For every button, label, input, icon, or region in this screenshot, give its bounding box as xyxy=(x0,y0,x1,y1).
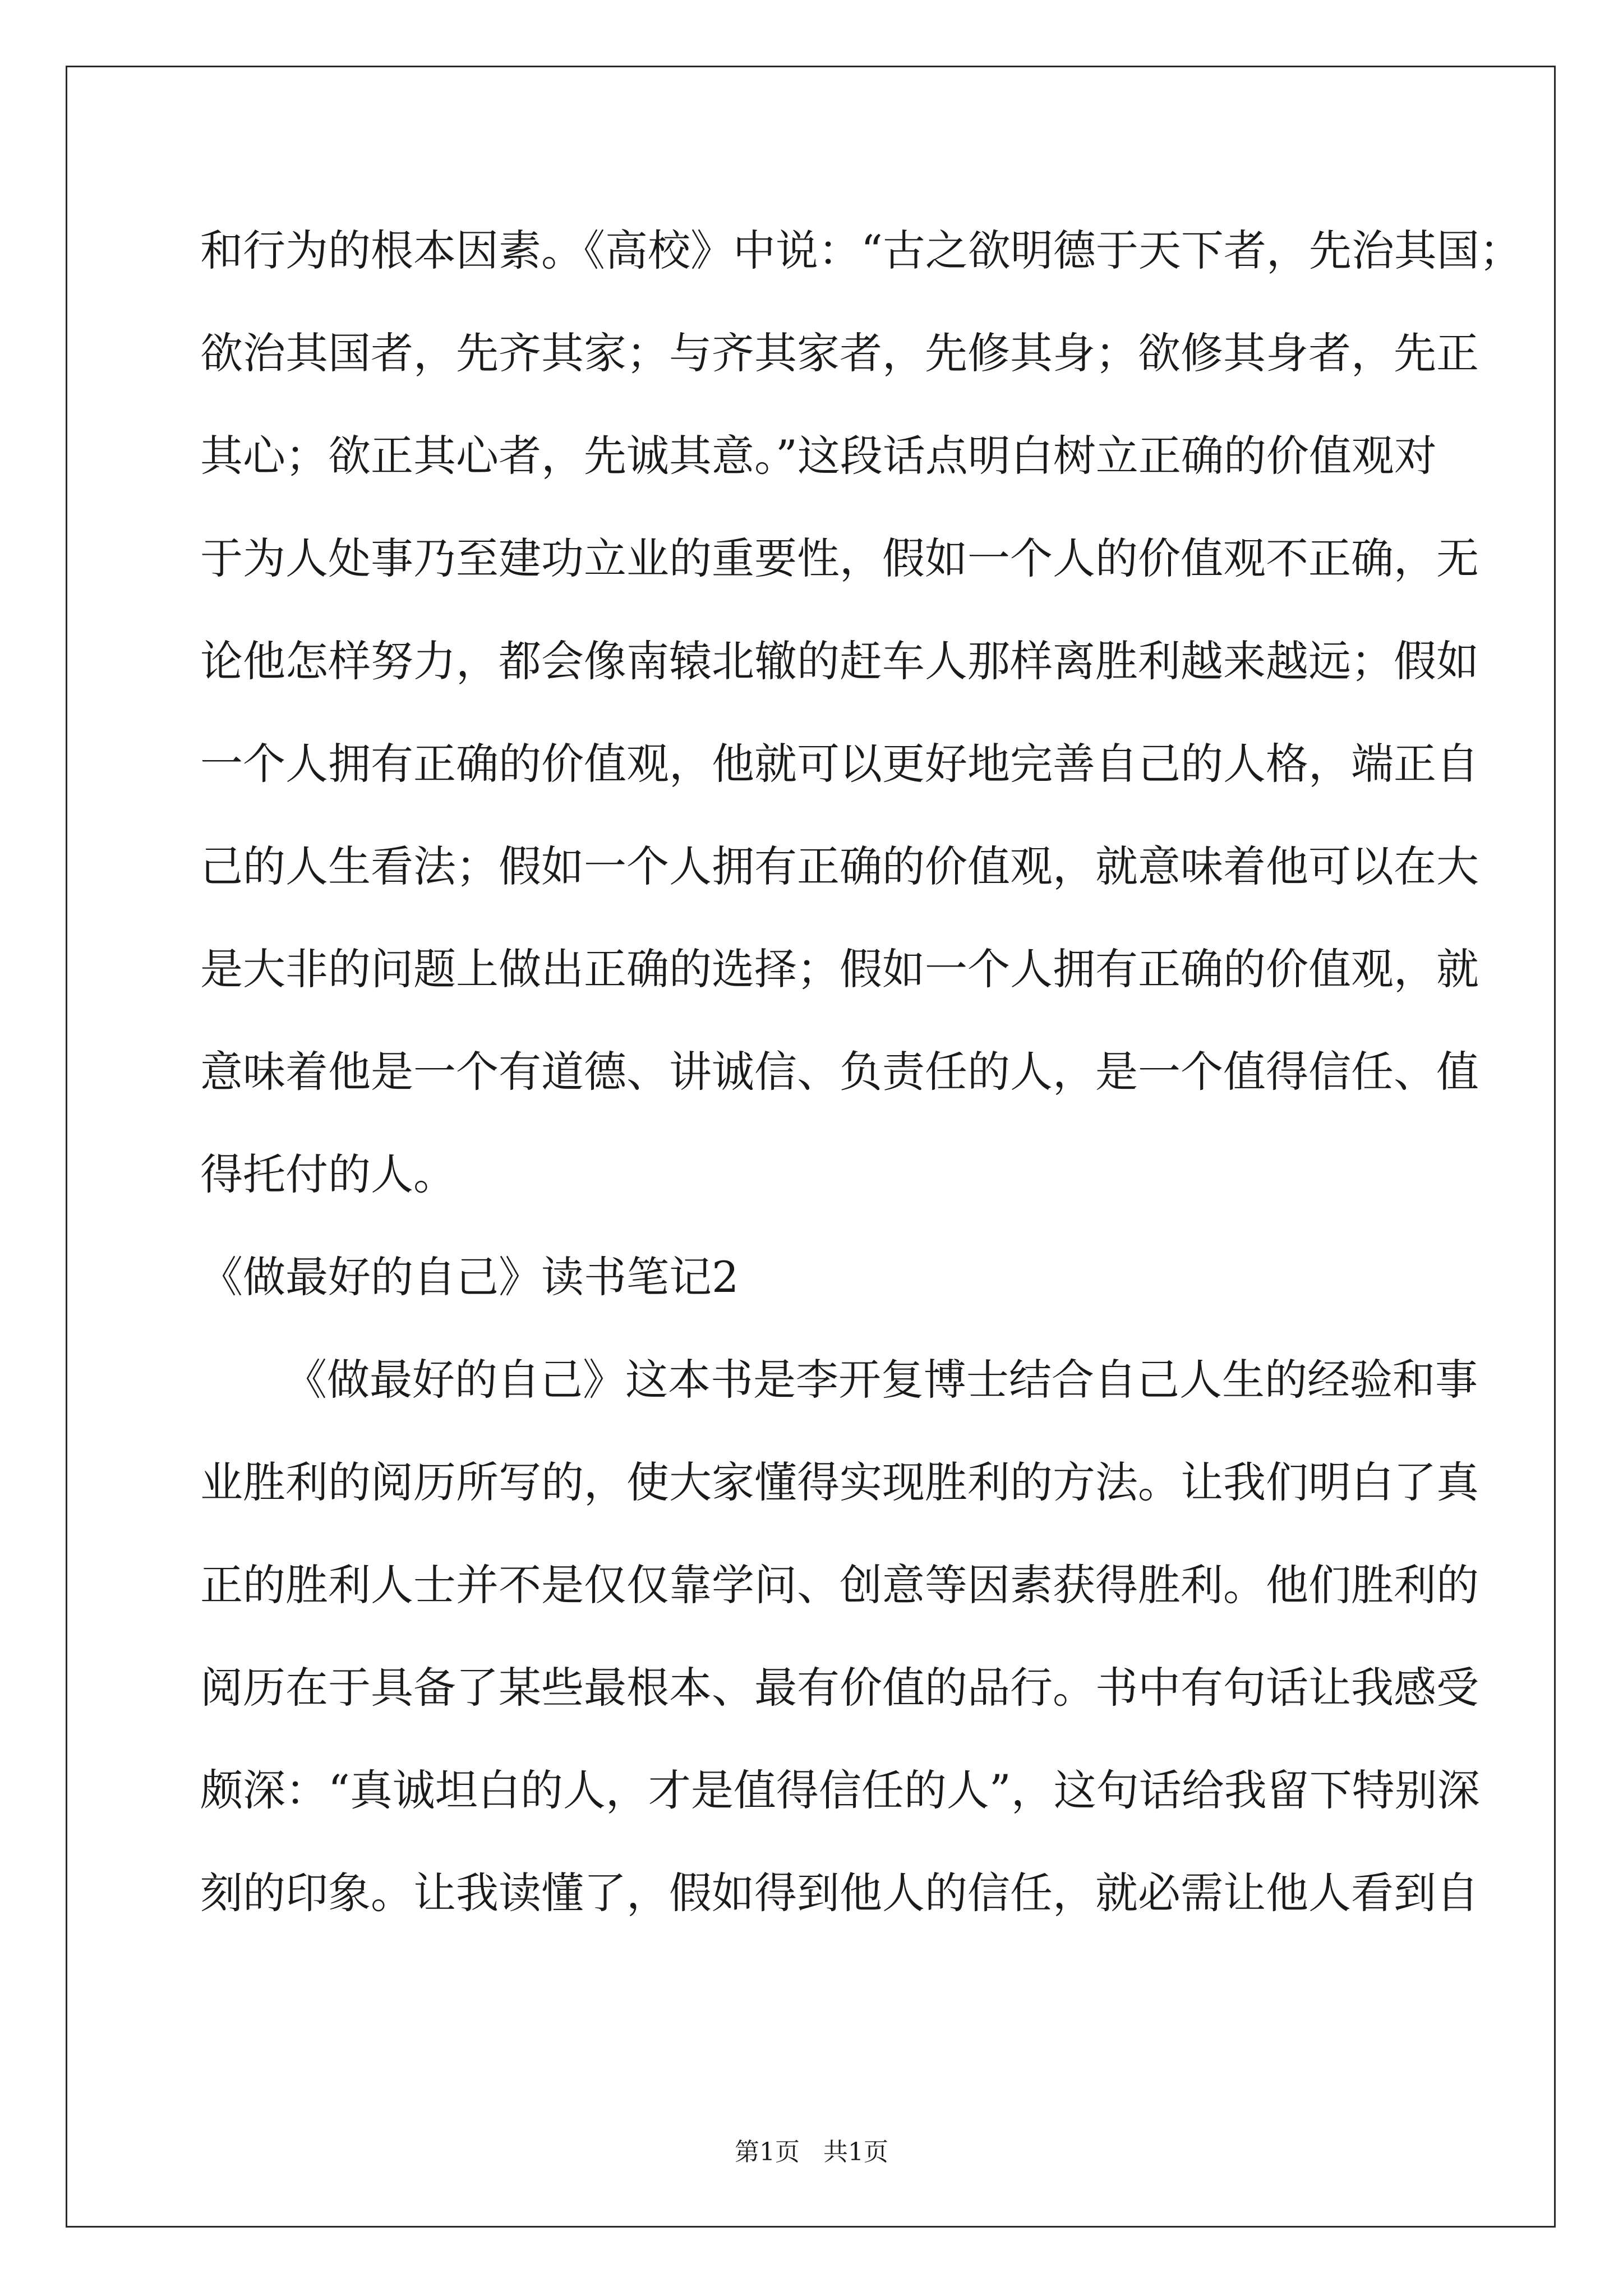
paragraph-line: 和行为的根本因素。《高校》中说：“古之欲明德于天下者，先治其国； xyxy=(200,226,1522,275)
paragraph-line: 业胜利的阅历所写的，使大家懂得实现胜利的方法。让我们明白了真 xyxy=(200,1457,1479,1507)
paragraph-line: 正的胜利人士并不是仅仅靠学问、创意等因素获得胜利。他们胜利的 xyxy=(200,1560,1479,1610)
paragraph-line: 颇深：“真诚坦白的人，才是值得信任的人”，这句话给我留下特别深 xyxy=(200,1765,1480,1815)
paragraph-line: 于为人处事乃至建功立业的重要性，假如一个人的价值观不正确，无 xyxy=(200,533,1479,583)
document-body xyxy=(200,199,1522,1944)
paragraph-line: 刻的印象。让我读懂了，假如得到他人的信任，就必需让他人看到自 xyxy=(200,1868,1479,1918)
paragraph-line: 欲治其国者，先齐其家；与齐其家者，先修其身；欲修其身者，先正 xyxy=(200,328,1479,378)
paragraph-line: 《做最好的自己》这本书是李开复博士结合自己人生的经验和事 xyxy=(284,1355,1478,1405)
paragraph-line: 己的人生看法；假如一个人拥有正确的价值观，就意味着他可以在大 xyxy=(200,841,1479,891)
paragraph-line: 阅历在于具备了某些最根本、最有价值的品行。书中有句话让我感受 xyxy=(200,1663,1479,1713)
section-heading: 《做最好的自己》读书笔记2 xyxy=(200,1252,739,1302)
paragraph-line: 是大非的问题上做出正确的选择；假如一个人拥有正确的价值观，就 xyxy=(200,944,1479,994)
paragraph-line: 论他怎样努力，都会像南辕北辙的赶车人那样离胜利越来越远；假如 xyxy=(200,636,1479,686)
paragraph-line: 意味着他是一个有道德、讲诚信、负责任的人，是一个值得信任、值 xyxy=(200,1047,1479,1097)
paragraph-line: 得托付的人。 xyxy=(200,1149,456,1199)
paragraph-line: 一个人拥有正确的价值观，他就可以更好地完善自己的人格，端正自 xyxy=(200,739,1479,789)
paragraph-line: 其心；欲正其心者，先诚其意。”这段话点明白树立正确的价值观对 xyxy=(200,431,1437,481)
page-number-footer: 第1页 共1页 xyxy=(735,2138,888,2166)
